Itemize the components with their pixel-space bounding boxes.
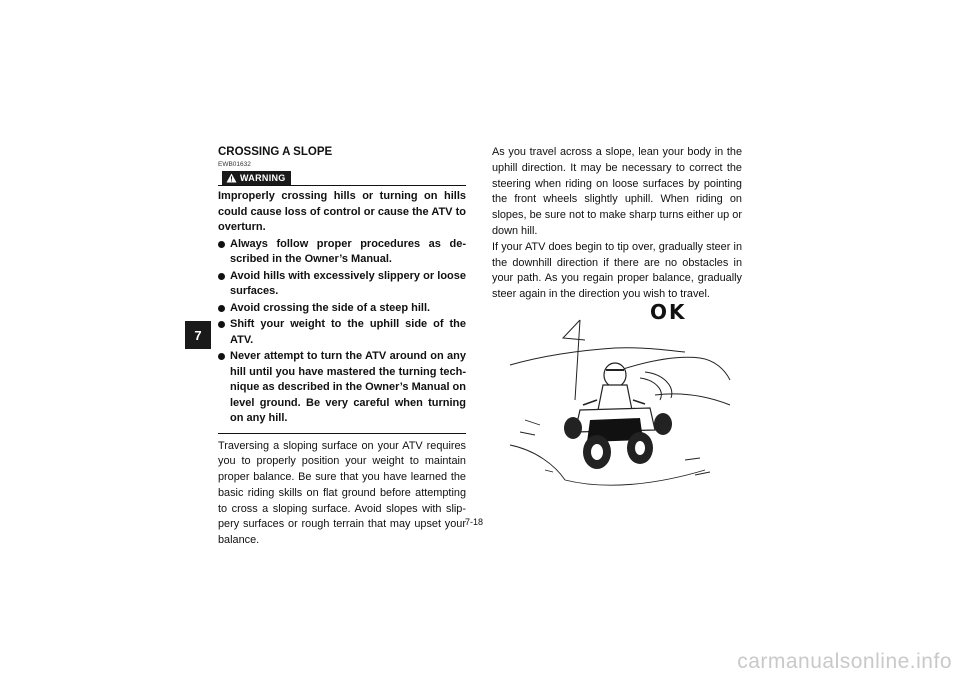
chapter-tab <box>185 321 211 349</box>
warning-bullet-text: Never attempt to turn the ATV around on any hill until you have mastered the turning tech- nique as described in the Owner’s Manual on level ground. Be very careful when turning on any hill. <box>230 350 466 424</box>
chapter-number: 7 <box>194 327 202 343</box>
watermark: carmanualsonline.info <box>737 650 952 673</box>
section-title: CROSSING A SLOPE <box>218 146 333 158</box>
warning-bullet <box>218 237 466 268</box>
section-code: EWB01632 <box>218 161 251 168</box>
warning-label: WARNING <box>240 173 286 183</box>
illustration-ok-label: OK <box>650 300 687 324</box>
left-body-paragraph: Traversing a sloping surface on your ATV requires you to properly position your weight to maintain proper balance. Be sure that you have learned the basic riding skills on flat ground before attempting to cross a sloping surface. Avoid slopes with slip- pery surfaces or rough terrain that may upset your balance. <box>218 439 466 547</box>
left-column <box>218 145 466 549</box>
bullet-icon <box>218 241 225 248</box>
bullet-icon <box>218 273 225 280</box>
warning-end-rule <box>218 433 466 434</box>
warning-triangle-icon <box>226 173 237 183</box>
warning-header <box>218 171 466 187</box>
atv-rider-illustration <box>505 300 735 500</box>
warning-badge <box>222 171 291 185</box>
right-column <box>492 145 742 303</box>
warning-rule <box>218 185 466 186</box>
warning-bullet-text: Avoid hills with excessively slippery or loose surfaces. <box>230 269 466 297</box>
bullet-icon <box>218 353 225 360</box>
bullet-icon <box>218 321 225 328</box>
bullet-icon <box>218 305 225 312</box>
warning-bullet-list <box>218 237 466 427</box>
warning-intro: Improperly crossing hills or turning on hills could cause loss of control or cause the ATV to overturn. <box>218 190 466 233</box>
right-body-paragraph-2: If your ATV does begin to tip over, gradually steer in the downhill direction if there are no obstacles in your path. As you regain proper balance, gradually steer again in the direction you wish to travel. <box>492 240 742 301</box>
warning-bullet-text: Avoid crossing the side of a steep hill. <box>230 301 431 314</box>
page-number: 7-18 <box>465 517 484 527</box>
warning-bullet-text: Always follow proper procedures as de- scribed in the Owner’s Manual. <box>230 237 466 265</box>
warning-bullet-text: Shift your weight to the uphill side of the ATV. <box>230 318 466 346</box>
warning-bullet <box>218 317 466 348</box>
warning-bullet <box>218 301 466 317</box>
warning-bullet <box>218 269 466 300</box>
right-body-paragraph-1: As you travel across a slope, lean your body in the uphill direction. It may be necessary to correct the steering when riding on loose surfaces by pointing the front wheels slightly uphill. When riding on slopes, be sure not to make sharp turns either up or down hill. <box>492 146 742 237</box>
warning-bullet <box>218 349 466 427</box>
